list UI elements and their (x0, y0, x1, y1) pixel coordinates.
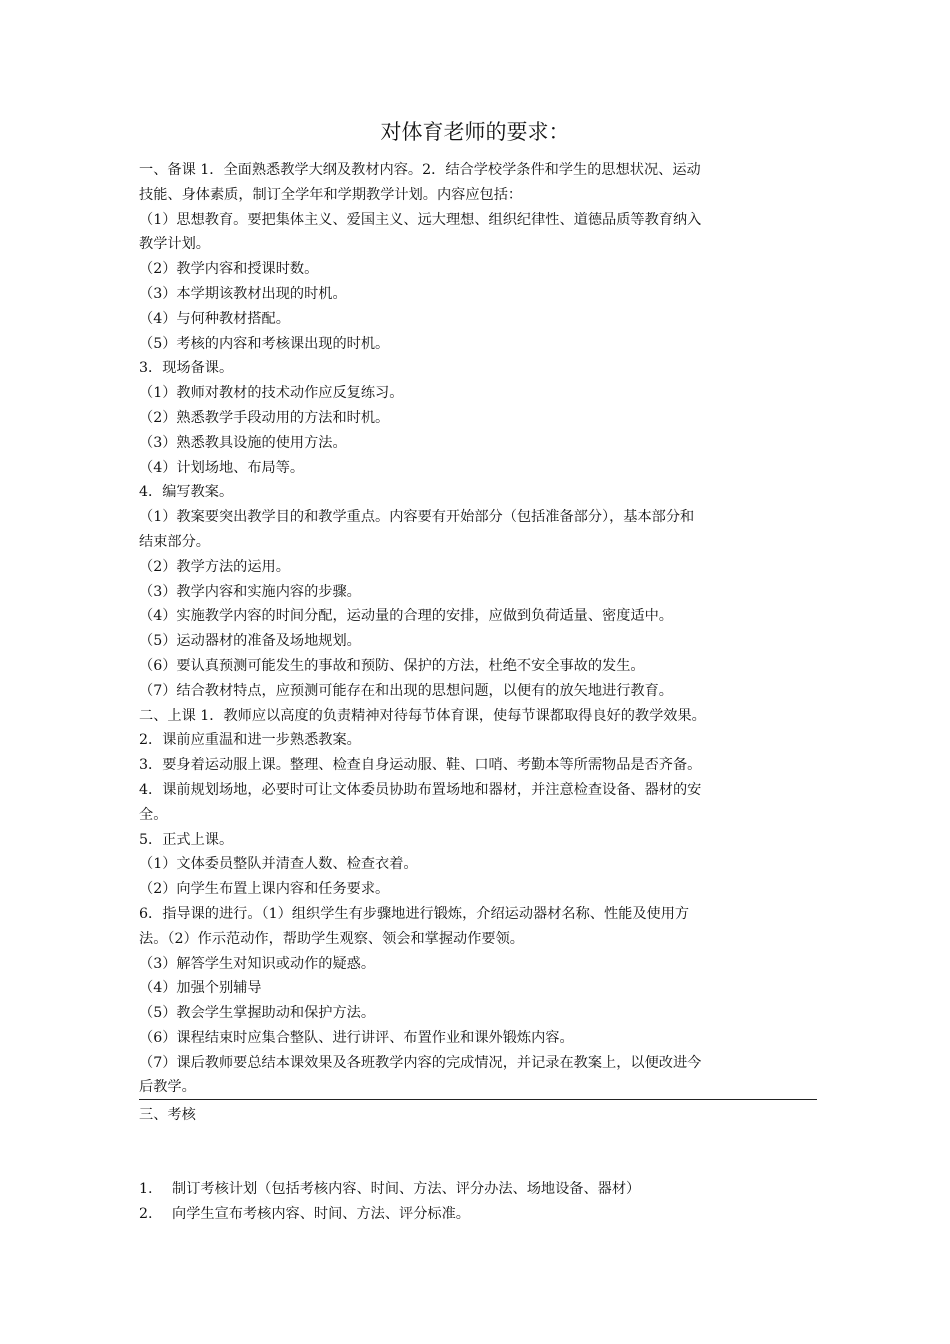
text-line: （6）课程结束时应集合整队、进行讲评、布置作业和课外锻炼内容。 (139, 1029, 574, 1046)
document-body (139, 158, 817, 1100)
text-line: （3）本学期该教材出现的时机。 (139, 285, 347, 302)
text-line: （3）教学内容和实施内容的步骤。 (139, 583, 361, 600)
text-line: （4）实施教学内容的时间分配，运动量的合理的安排，应做到负荷适量、密度适中。 (139, 608, 673, 625)
text-line: （6）要认真预测可能发生的事故和预防、保护的方法，杜绝不安全事故的发生。 (139, 657, 645, 674)
list-item (139, 1202, 817, 1227)
text-line: （7）结合教材特点，应预测可能存在和出现的思想问题，以便有的放矢地进行教育。 (139, 682, 673, 699)
text-line: （3）解答学生对知识或动作的疑惑。 (139, 955, 376, 972)
text-line: 结束部分。 (139, 533, 210, 550)
text-line: 2．课前应重温和进一步熟悉教案。 (139, 732, 361, 749)
horizontal-rule (139, 1099, 817, 1100)
list-item (139, 1177, 817, 1202)
text-line: （4）加强个别辅导 (139, 980, 262, 997)
text-line: 全。 (139, 806, 168, 823)
text-line: （5）教会学生掌握助动和保护方法。 (139, 1005, 376, 1022)
list-item-text: 制订考核计划（包括考核内容、时间、方法、评分办法、场地设备、器材） (172, 1181, 641, 1198)
text-line: （5）考核的内容和考核课出现的时机。 (139, 335, 390, 352)
list-item-text: 向学生宣布考核内容、时间、方法、评分标准。 (172, 1206, 470, 1223)
text-line: 教学计划。 (139, 236, 210, 253)
blank-line (139, 1153, 817, 1178)
text-line: （4）计划场地、布局等。 (139, 459, 305, 476)
text-line: （1）文体委员整队并清查人数、检查衣着。 (139, 856, 418, 873)
text-line: （5）运动器材的准备及场地规划。 (139, 633, 361, 650)
text-line: 技能、身体素质，制订全学年和学期教学计划。内容应包括： (139, 186, 523, 203)
text-line: 后教学。 (139, 1079, 196, 1096)
text-line: （2）熟悉教学手段动用的方法和时机。 (139, 409, 390, 426)
text-line: 6．指导课的进行。（1）组织学生有步骤地进行锻炼，介绍运动器材名称、性能及使用方 (139, 905, 690, 922)
text-line: （2）向学生布置上课内容和任务要求。 (139, 881, 390, 898)
document-title: 对体育老师的要求： (380, 120, 570, 144)
text-line: （7）课后教师要总结本课效果及各班教学内容的完成情况，并记录在教案上，以便改进今 (139, 1054, 702, 1071)
section-heading: 三、考核 (139, 1107, 196, 1123)
text-line: （4）与何种教材搭配。 (139, 310, 290, 327)
text-line: （2）教学内容和授课时数。 (139, 261, 319, 278)
text-line: 5．正式上课。 (139, 831, 234, 848)
text-line: （1）教师对教材的技术动作应反复练习。 (139, 385, 404, 402)
text-line: 二、上课 1．教师应以高度的负责精神对待每节体育课，使每节课都取得良好的教学效果。 (139, 707, 706, 724)
text-line: 法。（2）作示范动作，帮助学生观察、领会和掌握动作要领。 (139, 930, 524, 947)
list-item-number: 2. (139, 1206, 153, 1223)
text-line: （1）思想教育。要把集体主义、爱国主义、远大理想、组织纪律性、道德品质等教育纳入 (139, 211, 702, 228)
text-line: （2）教学方法的运用。 (139, 558, 290, 575)
section-assessment (139, 1103, 817, 1227)
text-line: 一、备课 1．全面熟悉教学大纲及教材内容。2．结合学校学条件和学生的思想状况、运动 (139, 162, 701, 178)
text-line: 4．编写教案。 (139, 484, 234, 501)
text-line: 3．现场备课。 (139, 360, 234, 377)
blank-line (139, 1128, 817, 1153)
text-line: （3）熟悉教具设施的使用方法。 (139, 434, 347, 451)
list-item-number: 1. (139, 1181, 153, 1198)
text-line: （1）教案要突出教学目的和教学重点。内容要有开始部分（包括准备部分），基本部分和 (139, 509, 695, 526)
text-line: 4．课前规划场地，必要时可让文体委员协助布置场地和器材，并注意检查设备、器材的安 (139, 781, 702, 798)
text-line: 3．要身着运动服上课。整理、检查自身运动服、鞋、口哨、考勤本等所需物品是否齐备。 (139, 757, 702, 774)
